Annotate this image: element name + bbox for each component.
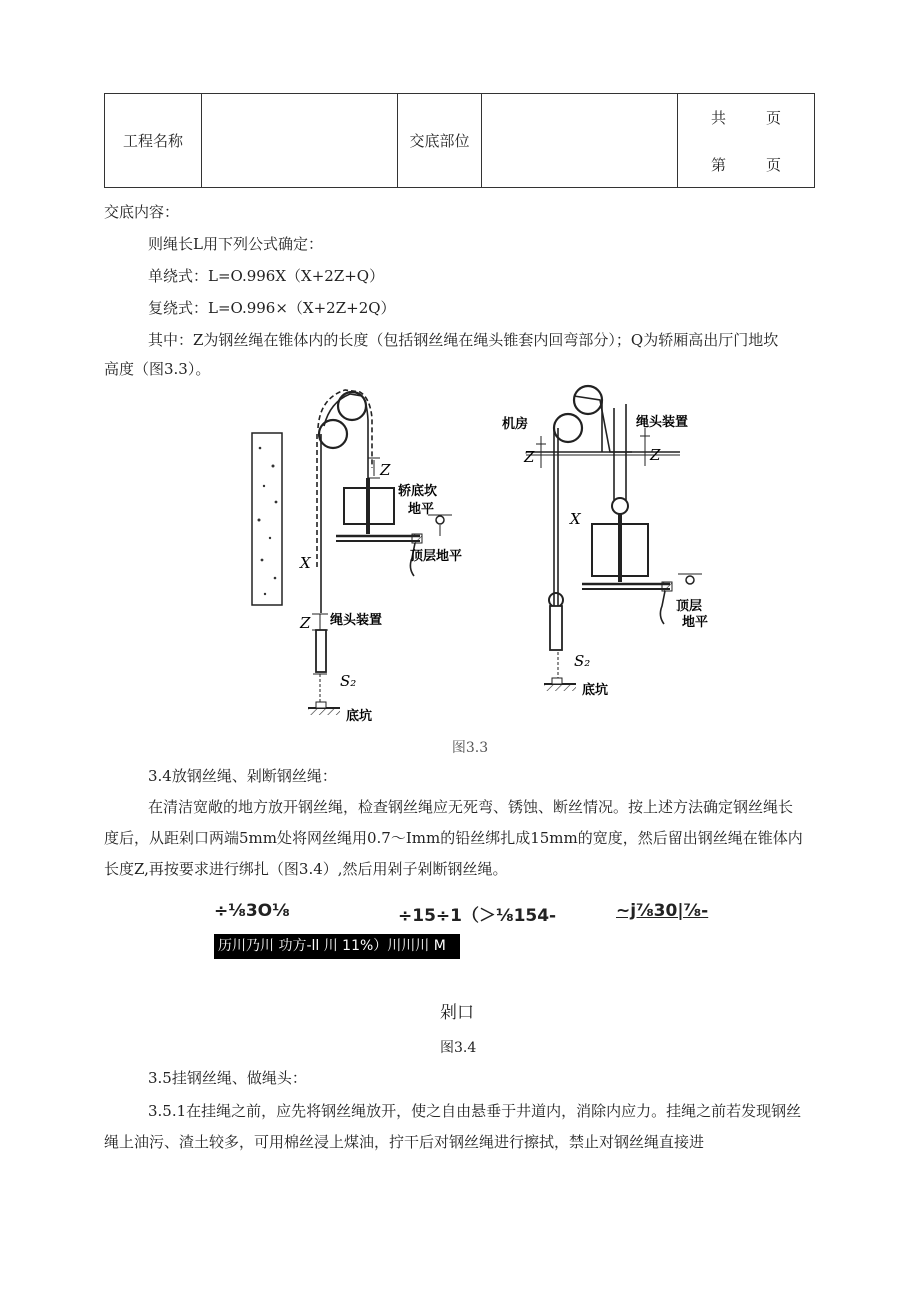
paragraph-3-5-1-line1: 3.5.1在挂绳之前，应先将钢丝绳放开，使之自由悬垂于井道内，消除内应力。挂绳之前若发现钢丝	[148, 1102, 802, 1120]
concrete-wall	[252, 433, 282, 605]
left-x-label: X	[300, 554, 311, 572]
right-counterweight	[550, 606, 562, 650]
right-diagram	[526, 386, 702, 691]
figure-3-3	[240, 378, 720, 723]
right-pit-label: 底坑	[582, 683, 609, 698]
left-top-floor-label: 顶层地平	[410, 549, 463, 564]
right-z-left: Z	[524, 448, 535, 466]
paragraph-formula-intro: 则绳长L用下列公式确定：	[148, 235, 323, 253]
paragraph-3-4-line3: 长度Z,再按要求进行绑扎（图3.4）,然后用剁子剁断钢丝绳。	[104, 860, 508, 878]
paragraph-3-4-line2: 度后，从距剁口两端5mm处将网丝绳用0.7～Imm的铅丝绑扎成15mm的宽度，然后留出钢丝绳在锥体内	[104, 829, 803, 847]
right-top-floor-label: 顶层	[676, 599, 703, 614]
right-z-right: Z	[650, 446, 661, 464]
part-value[interactable]	[482, 94, 678, 188]
content-label: 交底内容：	[104, 203, 180, 221]
figure-3-4-symbol-3: ~j⅞30|⅞-	[616, 901, 709, 921]
figure-3-4-black-bar: 历川乃川 功方-ll 川 11%）川川川 M	[214, 934, 460, 959]
page-count-cell	[678, 94, 815, 188]
left-car-pit-label2: 地平	[408, 502, 435, 517]
left-rope-device-label: 绳头装置	[330, 613, 383, 628]
left-sheave-lower	[319, 420, 347, 448]
formula-double: 复绕式：L=O.996×（X+2Z+2Q）	[148, 299, 396, 317]
paragraph-3-5-1-line2: 绳上油污、渣土较多，可用棉丝浸上煤油，拧干后对钢丝绳进行擦拭，禁止对钢丝绳直接进	[104, 1133, 705, 1151]
right-x-label: X	[570, 510, 581, 528]
figure-3-3-caption: 图3.3	[451, 740, 489, 756]
page-unit: 页	[766, 155, 782, 174]
formula-single: 单绕式：L=O.996X（X+2Z+Q）	[148, 267, 385, 285]
left-car-pit-label: 轿底坎	[398, 484, 438, 499]
left-s2-label: S₂	[340, 672, 357, 690]
left-z-top: Z	[380, 461, 391, 479]
total-label: 共	[710, 108, 726, 127]
figure-3-4-symbol-1: ÷⅛3O⅛	[214, 901, 290, 921]
part-label: 交底部位	[398, 94, 482, 188]
left-z-bottom: Z	[300, 614, 311, 632]
right-s2-label: S₂	[574, 652, 591, 670]
cut-label: 剁口	[440, 1003, 474, 1023]
section-3-5-heading: 3.5挂钢丝绳、做绳头：	[148, 1069, 307, 1087]
paragraph-definition-line1: 其中：Z为钢丝绳在锥体内的长度（包括钢丝绳在绳头锥套内回弯部分）；Q为轿厢高出厅门地坎	[148, 331, 779, 349]
header-table	[104, 93, 815, 188]
total-unit: 页	[766, 108, 782, 127]
paragraph-definition-line2: 高度（图3.3）。	[104, 360, 211, 378]
left-pit-label: 底坑	[346, 709, 373, 723]
project-label: 工程名称	[105, 94, 202, 188]
project-value[interactable]	[202, 94, 398, 188]
right-top-floor-label2: 地平	[682, 615, 709, 630]
figure-3-4-caption: 图3.4	[440, 1040, 477, 1056]
right-rope-device-label: 绳头装置	[636, 415, 689, 430]
left-counterweight	[316, 630, 326, 672]
page-label: 第	[710, 155, 726, 174]
right-machine-room-label: 机房	[502, 417, 529, 432]
section-3-4-heading: 3.4放钢丝绳、剁断钢丝绳：	[148, 767, 337, 785]
figure-3-4-symbol-2: ÷15÷1（＞⅛154-	[398, 906, 557, 926]
paragraph-3-4-line1: 在清洁宽敞的地方放开钢丝绳，检查钢丝绳应无死弯、锈蚀、断丝情况。按上述方法确定钢丝绳长	[148, 798, 794, 816]
